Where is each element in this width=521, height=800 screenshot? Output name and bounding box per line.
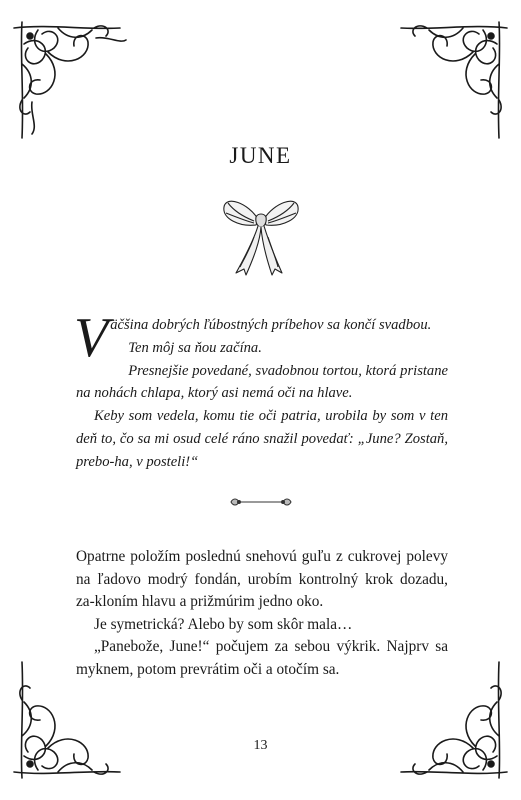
body-paragraph-2: Je symetrická? Alebo by som skôr mala…	[94, 615, 353, 633]
epigraph-paragraph-3: Keby som vedela, komu tie oči patria, urobila by som v ten deň to, čo sa mi osud celé ráno snažil povedať: „June? Zostaň, prebo-ha, v posteli!“	[76, 408, 448, 470]
drop-cap: V	[74, 307, 109, 369]
corner-flourish-top-left	[8, 14, 128, 144]
epigraph	[74, 307, 448, 474]
epigraph-line-2: Ten môj sa ňou začína.	[128, 339, 262, 356]
epigraph-paragraph-2: Presnejšie povedané, svadobnou tortou, ktorá pristane na nohách chlapa, ktorý asi nemá oči na hlave.	[76, 362, 448, 402]
chapter-title: JUNE	[229, 143, 292, 168]
body-paragraph-1: Opatrne položím poslednú snehovú guľu z cukrovej polevy na ľadovo modrý fondán, urobím kontrolný krok dozadu, za-kloním hlavu a prižmúrim jedno oko.	[76, 548, 448, 611]
bow-icon	[220, 193, 302, 277]
section-divider-ornament	[227, 495, 295, 509]
page-number: 13	[253, 738, 268, 753]
body-paragraph-3: „Panebože, June!“ počujem za sebou výkrik. Najprv sa myknem, potom prevrátim oči a otočím sa.	[76, 638, 448, 678]
epigraph-line-1: äčšina dobrých ľúbostných príbehov sa končí svadbou.	[110, 317, 432, 333]
corner-flourish-top-right	[393, 14, 513, 144]
body-text	[76, 546, 448, 682]
